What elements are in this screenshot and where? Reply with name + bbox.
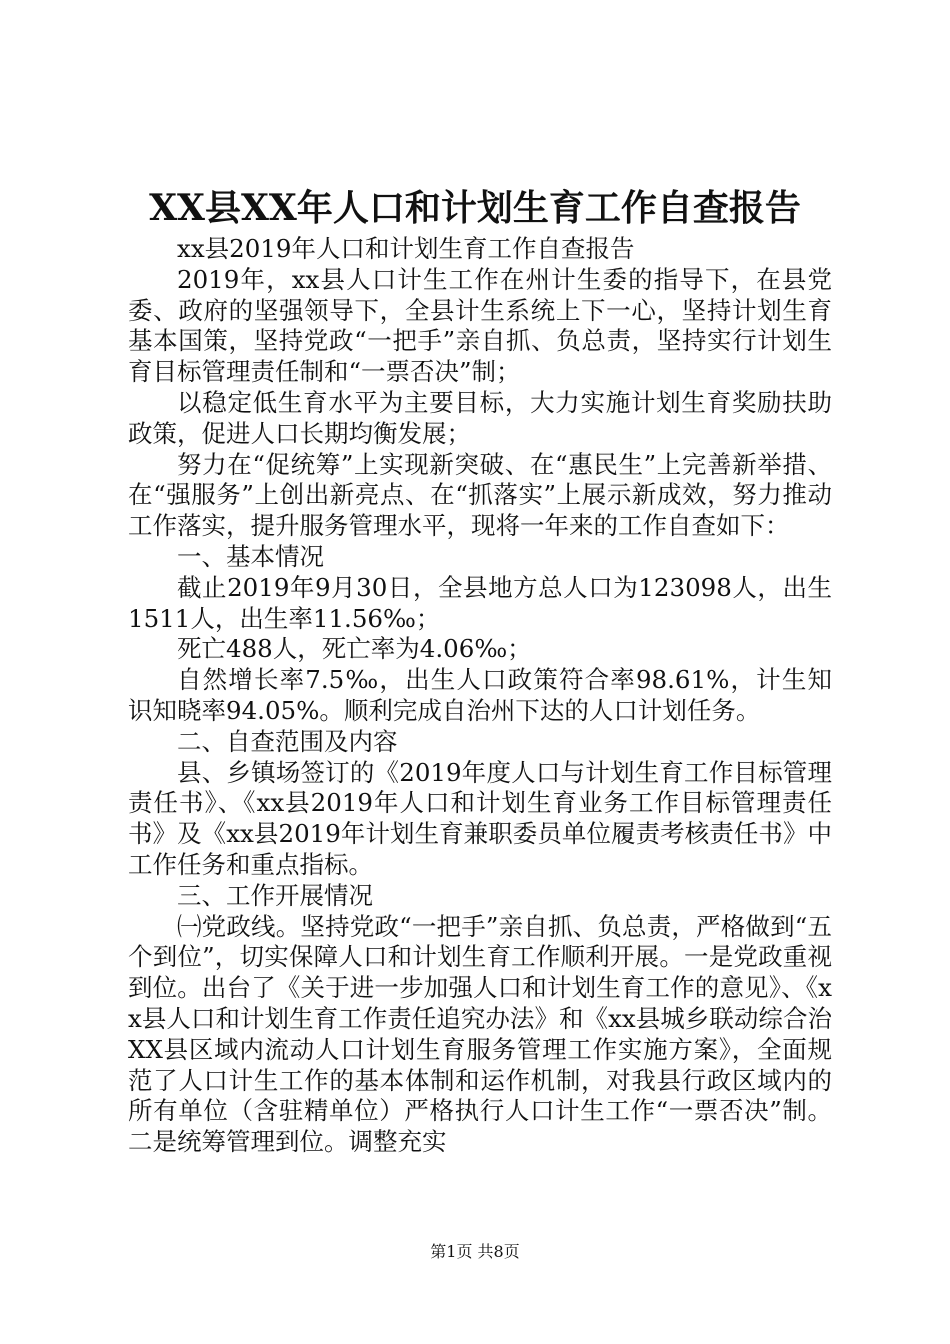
paragraph-intro: 2019年，xx县人口计生工作在州计生委的指导下，在县党委、政府的坚强领导下，全县计生系统上下一心，坚持计划生育基本国策，坚持党政“一把手”亲自抓、负总责，坚持实行计划生育目标管理责任制和“一票否决”制； — [128, 264, 832, 387]
paragraph-growth-rate: 自然增长率7.5‰，出生人口政策符合率98.61%，计生知识知晓率94.05%。顺利完成自治州下达的人口计划任务。 — [128, 665, 832, 725]
paragraph-party-line: ㈠党政线。坚持党政“一把手”亲自抓、负总责，严格做到“五个到位”，切实保障人口和计划生育工作顺利开展。一是党政重视到位。出台了《关于进一步加强人口和计划生育工作的意见》、《xx县人口和计划生育工作责任追究办法》和《xx县城乡联动综合治XX县区域内流动人口计划生育服务管理工作实施方案》，全面规范了人口计生工作的基本体制和运作机制，对我县行政区域内的所有单位（含驻精单位）严格执行人口计生工作“一票否决”制。二是统筹管理到位。调整充实 — [128, 911, 832, 1157]
document-body — [128, 234, 832, 1158]
page-footer: 第1页 共8页 — [430, 1242, 520, 1261]
paragraph-population: 截止2019年9月30日，全县地方总人口为123098人，出生1511人，出生率11.56‰； — [128, 572, 832, 633]
section-heading-basic: 一、基本情况 — [177, 541, 324, 571]
paragraph-effort: 努力在“促统筹”上实现新突破、在“惠民生”上完善新举措、在“强服务”上创出新亮点、在“抓落实”上展示新成效，努力推动工作落实，提升服务管理水平，现将一年来的工作自查如下： — [128, 449, 832, 541]
section-heading-work: 三、工作开展情况 — [177, 880, 373, 910]
document-title: XX县XX年人口和计划生育工作自查报告 — [149, 187, 801, 229]
paragraph-death-rate: 死亡488人，死亡率为4.06‰； — [177, 634, 532, 664]
paragraph-subtitle: xx县2019年人口和计划生育工作自查报告 — [177, 234, 635, 263]
section-heading-scope: 二、自查范围及内容 — [177, 726, 398, 756]
paragraph-goal: 以稳定低生育水平为主要目标，大力实施计划生育奖励扶助政策，促进人口长期均衡发展； — [128, 387, 832, 448]
paragraph-scope: 县、乡镇场签订的《2019年度人口与计划生育工作目标管理责任书》、《xx县2019年人口和计划生育业务工作目标管理责任书》及《xx县2019年计划生育兼职委员单位履责考核责任书》中工作任务和重点指标。 — [128, 757, 832, 879]
